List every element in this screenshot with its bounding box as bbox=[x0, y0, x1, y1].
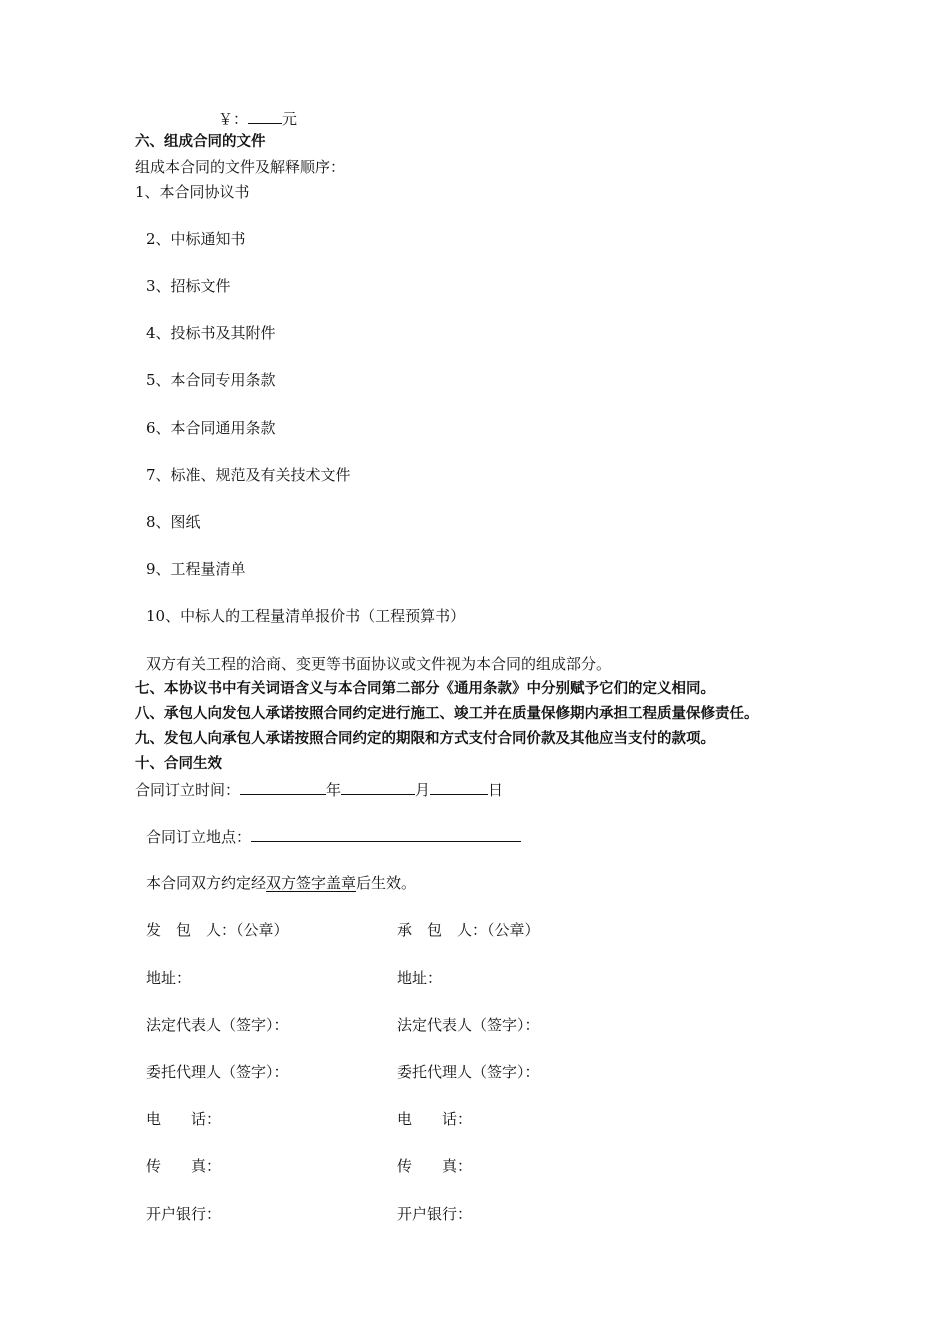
left-legal-rep: 法定代表人（签字）： bbox=[146, 1016, 289, 1034]
list-item: 3、招标文件 bbox=[146, 277, 231, 295]
effect-line bbox=[146, 873, 416, 893]
amount-blank[interactable] bbox=[248, 108, 282, 124]
right-address: 地址： bbox=[397, 969, 443, 987]
left-bank: 开户银行： bbox=[146, 1205, 222, 1223]
section6-intro: 组成本合同的文件及解释顺序： bbox=[135, 158, 346, 176]
month-label: 月 bbox=[415, 781, 431, 799]
year-label: 年 bbox=[326, 781, 342, 799]
right-agent: 委托代理人（签字）： bbox=[397, 1063, 540, 1081]
section6-heading: 六、组成合同的文件 bbox=[135, 134, 266, 150]
list-item: 5、本合同专用条款 bbox=[146, 371, 276, 389]
list-item: 2、中标通知书 bbox=[146, 230, 246, 248]
list-item: 8、图纸 bbox=[146, 513, 201, 531]
effect-prefix: 本合同双方约定经 bbox=[146, 874, 267, 892]
right-phone: 电 话： bbox=[397, 1110, 473, 1128]
left-address: 地址： bbox=[146, 969, 192, 987]
right-party: 承 包 人：（公章） bbox=[397, 921, 540, 939]
place-label: 合同订立地点： bbox=[146, 828, 252, 846]
date-label: 合同订立时间： bbox=[135, 781, 241, 799]
amount-line bbox=[218, 108, 297, 129]
list-item: 4、投标书及其附件 bbox=[146, 324, 276, 342]
section10-heading: 十、合同生效 bbox=[135, 756, 222, 772]
left-phone: 电 话： bbox=[146, 1110, 222, 1128]
month-blank[interactable] bbox=[341, 779, 415, 795]
amount-prefix: ￥： bbox=[218, 110, 249, 128]
left-fax: 传 真： bbox=[146, 1157, 222, 1175]
place-blank[interactable] bbox=[251, 826, 521, 842]
effect-suffix: 后生效。 bbox=[356, 874, 417, 892]
list-item: 10、中标人的工程量清单报价书（工程预算书） bbox=[146, 607, 466, 625]
amount-suffix: 元 bbox=[282, 110, 298, 128]
effect-underlined: 双方签字盖章 bbox=[266, 874, 357, 892]
right-legal-rep: 法定代表人（签字）： bbox=[397, 1016, 540, 1034]
section8-text: 八、承包人向发包人承诺按照合同约定进行施工、竣工并在质量保修期内承担工程质量保修责任。 bbox=[135, 706, 759, 722]
list-item: 9、工程量清单 bbox=[146, 560, 246, 578]
left-party: 发 包 人：（公章） bbox=[146, 921, 289, 939]
list-item: 6、本合同通用条款 bbox=[146, 419, 276, 437]
year-blank[interactable] bbox=[240, 779, 326, 795]
contract-place-line bbox=[146, 826, 521, 847]
contract-date-line bbox=[135, 779, 503, 800]
section7-text: 七、本协议书中有关词语含义与本合同第二部分《通用条款》中分别赋予它们的定义相同。 bbox=[135, 681, 715, 697]
section9-text: 九、发包人向承包人承诺按照合同约定的期限和方式支付合同价款及其他应当支付的款项。 bbox=[135, 731, 715, 747]
day-blank[interactable] bbox=[430, 779, 488, 795]
list-item: 7、标准、规范及有关技术文件 bbox=[146, 466, 351, 484]
list-item: 1、本合同协议书 bbox=[135, 183, 250, 201]
day-label: 日 bbox=[488, 781, 504, 799]
right-fax: 传 真： bbox=[397, 1157, 473, 1175]
section6-note: 双方有关工程的洽商、变更等书面协议或文件视为本合同的组成部分。 bbox=[146, 655, 612, 673]
left-agent: 委托代理人（签字）： bbox=[146, 1063, 289, 1081]
right-bank: 开户银行： bbox=[397, 1205, 473, 1223]
